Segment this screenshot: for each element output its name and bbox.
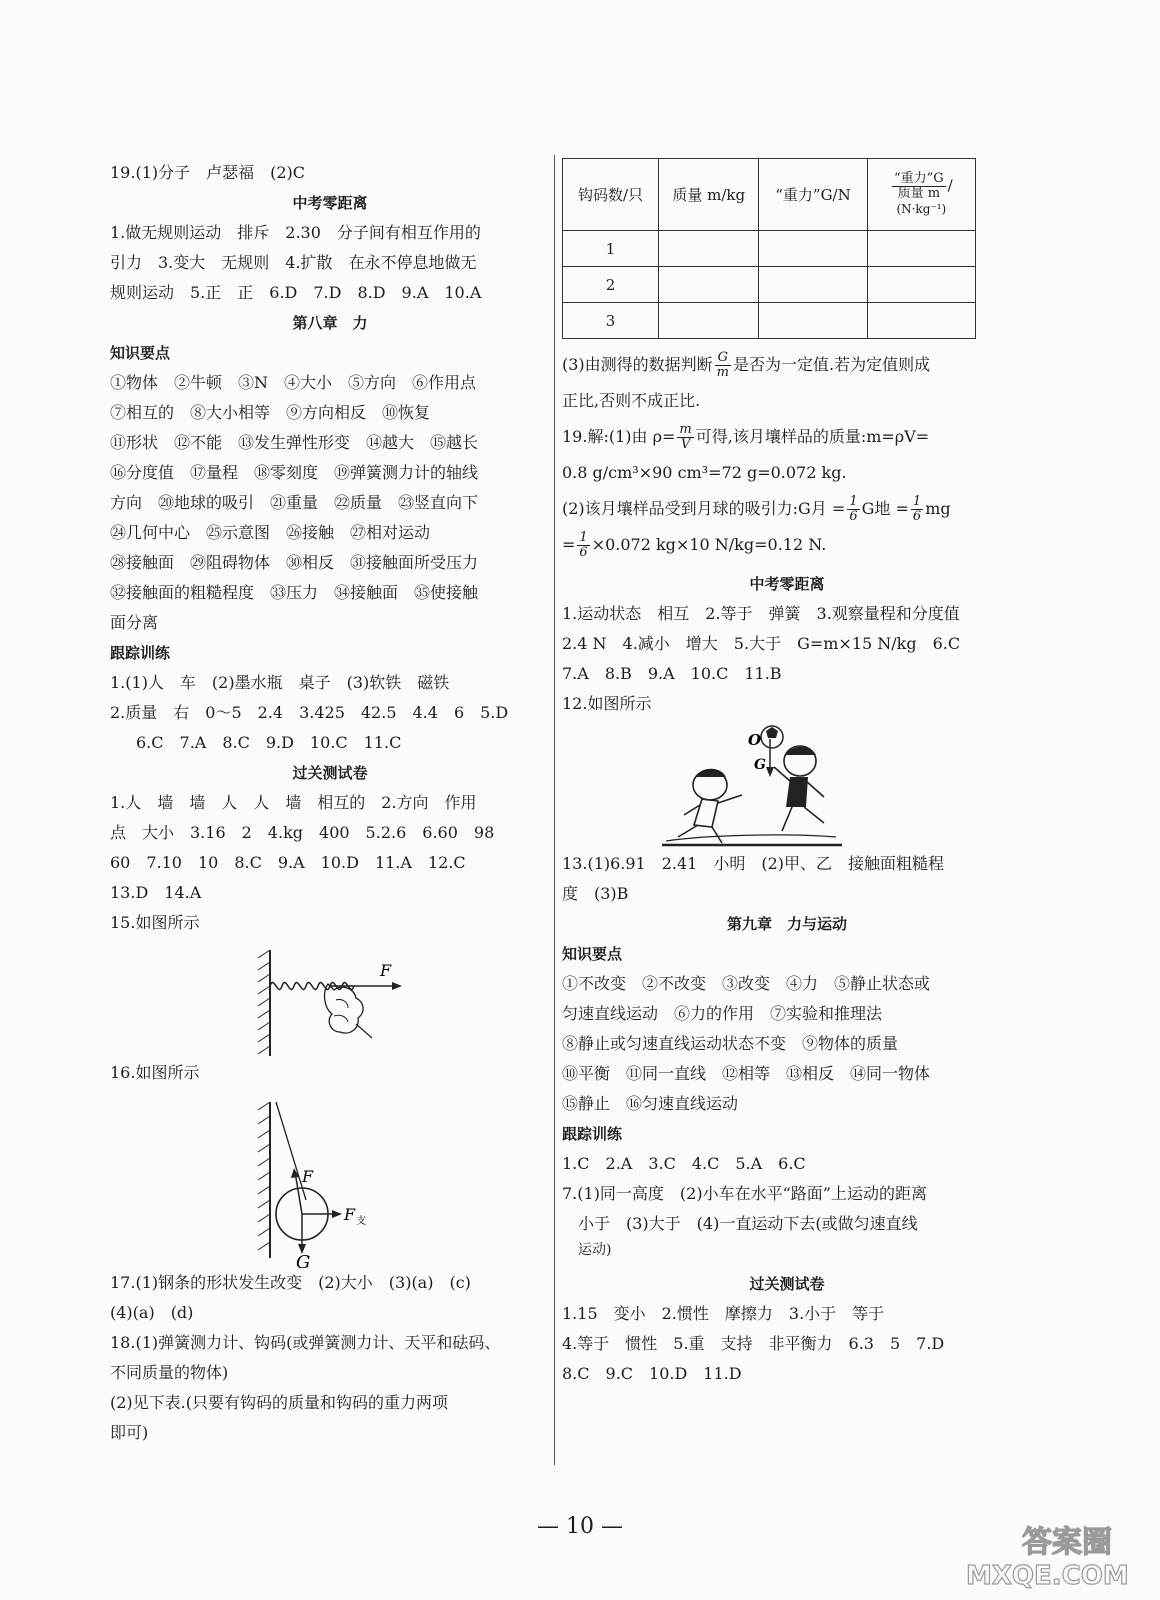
answer-line: 7.A 8.B 9.A 10.C 11.B xyxy=(562,664,782,683)
answer-line: ⑩平衡 ⑪同一直线 ⑫相等 ⑬相反 ⑭同一物体 xyxy=(562,1064,931,1083)
table-cell: 3 xyxy=(563,303,659,339)
answer-line: ①不改变 ②不改变 ③改变 ④力 ⑤静止状态或 xyxy=(562,974,931,993)
answer-line: (4)(a) (d) xyxy=(110,1303,194,1322)
answer-line: ⑧静止或匀速直线运动状态不变 ⑨物体的质量 xyxy=(562,1034,899,1053)
ratio-numerator: “重力”G xyxy=(893,171,944,186)
support-force-subscript: 支 xyxy=(356,1216,366,1227)
table-header: “重力”G/N xyxy=(759,159,867,231)
answer-line: 不同质量的物体) xyxy=(110,1363,229,1382)
answer-line: = $\frac{1}{6}$ ×0.072 kg×10 N/kg=0.12 N. xyxy=(562,530,827,560)
table-cell: 1 xyxy=(563,231,659,267)
answer-line: ⑦相互的 ⑧大小相等 ⑨方向相反 ⑩恢复 xyxy=(110,403,431,422)
answer-line: 0.8 g/cm³×90 cm³=72 g=0.072 kg. xyxy=(562,463,847,482)
subsection-heading: 知识要点 xyxy=(562,945,623,963)
answer-line: 引力 3.变大 无规则 4.扩散 在永不停息地做无 xyxy=(110,253,477,272)
gravity-label: G xyxy=(296,1252,311,1268)
answer-line: 19.解:(1)由 ρ= $\frac{m}{V}$ 可得,该月壤样品的质量:m=ρV= xyxy=(562,422,930,452)
answer-line: 12.如图所示 xyxy=(562,694,652,713)
answer-line: 规则运动 5.正 正 6.D 7.D 8.D 9.A 10.A xyxy=(110,283,482,302)
answer-line: 1.做无规则运动 排斥 2.30 分子间有相互作用的 xyxy=(110,223,481,242)
answer-line: 1.C 2.A 3.C 4.C 5.A 6.C xyxy=(562,1154,806,1173)
force-label: F xyxy=(380,961,392,980)
table-cell: 2 xyxy=(563,267,659,303)
tension-label: F xyxy=(302,1167,314,1186)
answer-line: 方向 ⑳地球的吸引 ㉑重量 ㉒质量 ㉓竖直向下 xyxy=(110,493,479,512)
right-column xyxy=(562,158,1012,1389)
answer-line: ㉜接触面的粗糙程度 ㉝压力 ㉞接触面 ㉟使接触 xyxy=(110,583,479,602)
chapter-heading: 第八章 力 xyxy=(292,314,368,332)
section-heading: 过关测试卷 xyxy=(292,764,368,782)
answer-line: ⑯分度值 ⑰量程 ⑱零刻度 ⑲弹簧测力计的轴线 xyxy=(110,463,479,482)
answer-line: 17.(1)钢条的形状发生改变 (2)大小 (3)(a) (c) xyxy=(110,1273,471,1292)
section-heading: 中考零距离 xyxy=(749,575,825,593)
answer-line: ㉔几何中心 ㉕示意图 ㉖接触 ㉗相对运动 xyxy=(110,523,431,542)
section-heading: 中考零距离 xyxy=(292,194,368,212)
answer-line: 2.4 N 4.减小 增大 5.大于 G=m×15 N/kg 6.C xyxy=(562,634,961,653)
weight-mass-table xyxy=(562,158,976,339)
answer-line: 60 7.10 10 8.C 9.A 10.D 11.A 12.C xyxy=(110,853,466,872)
answer-line: 8.C 9.C 10.D 11.D xyxy=(562,1364,742,1383)
answer-line: 4.等于 惯性 5.重 支持 非平衡力 6.3 5 7.D xyxy=(562,1334,945,1353)
answer-line: 1.(1)人 车 (2)墨水瓶 桌子 (3)软铁 磁铁 xyxy=(110,673,450,692)
site-watermark xyxy=(962,1512,1132,1592)
answer-line: 16.如图所示 xyxy=(110,1063,200,1082)
answer-line: ①物体 ②牛顿 ③N ④大小 ⑤方向 ⑥作用点 xyxy=(110,373,477,392)
answer-line: 13.D 14.A xyxy=(110,883,202,902)
table-header: 钩码数/只 xyxy=(563,159,659,231)
answer-line: 7.(1)同一高度 (2)小车在水平“路面”上运动的距离 xyxy=(562,1184,927,1203)
answer-line: 点 大小 3.16 2 4.kg 400 5.2.6 6.60 98 xyxy=(110,823,495,842)
page-number: — 10 — xyxy=(537,1514,623,1539)
spring-wall-figure xyxy=(110,938,550,1058)
support-force-label: F xyxy=(344,1205,356,1224)
answer-line: 6.C 7.A 8.C 9.D 10.C 11.C xyxy=(136,733,402,752)
answer-line: 18.(1)弹簧测力计、钩码(或弹簧测力计、天平和砝码、 xyxy=(110,1333,501,1352)
answer-line: 匀速直线运动 ⑥力的作用 ⑦实验和推理法 xyxy=(562,1004,883,1023)
svg-text:MXQE.COM: MXQE.COM xyxy=(966,1561,1129,1591)
answer-line: 小于 (3)大于 (4)一直运动下去(或做匀速直线 xyxy=(578,1214,918,1233)
left-column xyxy=(110,158,550,1448)
answer-line: 1.人 墙 墙 人 人 墙 相互的 2.方向 作用 xyxy=(110,793,477,812)
answer-line: 19.(1)分子 卢瑟福 (2)C xyxy=(110,163,306,182)
subsection-heading: 知识要点 xyxy=(110,344,171,362)
chapter-heading: 第九章 力与运动 xyxy=(726,915,847,933)
center-label: O xyxy=(748,731,762,749)
answer-line: 度 (3)B xyxy=(562,884,629,903)
answer-line: (2)该月壤样品受到月球的吸引力:G月 = $\frac{1}{6}$ G地 = $\frac{1}{6}$ mg xyxy=(562,494,951,524)
table-header-ratio: $\frac{\text{“重力”G}}{\text{质量 m}}$ / (N·kg⁻¹) xyxy=(867,159,975,231)
answer-line: 正比,否则不成正比. xyxy=(562,391,701,410)
svg-text:答案圈: 答案圈 xyxy=(1022,1525,1112,1560)
answer-line: 1.运动状态 相互 2.等于 弹簧 3.观察量程和分度值 xyxy=(562,604,960,623)
answer-line: 1.15 变小 2.惯性 摩擦力 3.小于 等于 xyxy=(562,1304,885,1323)
answer-line: 15.如图所示 xyxy=(110,913,200,932)
answer-line: 13.(1)6.91 2.41 小明 (2)甲、乙 接触面粗糙程 xyxy=(562,854,945,873)
answer-line: 面分离 xyxy=(110,613,159,632)
ratio-unit: (N·kg⁻¹) xyxy=(896,202,947,216)
answer-line: ⑮静止 ⑯匀速直线运动 xyxy=(562,1094,739,1113)
answer-line: (3)由测得的数据判断 $\frac{G}{m}$ 是否为一定值.若为定值则成 xyxy=(562,350,931,380)
answer-line: 即可) xyxy=(110,1423,149,1442)
answer-line: (2)见下表.(只要有钩码的质量和钩码的重力两项 xyxy=(110,1393,448,1412)
gravity-label: G xyxy=(754,757,766,773)
answer-line: 运动) xyxy=(578,1242,612,1258)
answer-line: 2.质量 右 0～5 2.4 3.425 42.5 4.4 6 5.D xyxy=(110,703,509,722)
ratio-denominator: 质量 m xyxy=(897,186,941,201)
subsection-heading: 跟踪训练 xyxy=(110,644,171,662)
answer-line: ㉘接触面 ㉙阻碍物体 ㉚相反 ㉛接触面所受压力 xyxy=(110,553,479,572)
column-divider xyxy=(554,155,555,1465)
subsection-heading: 跟踪训练 xyxy=(562,1125,623,1143)
table-header: 质量 m/kg xyxy=(659,159,759,231)
section-heading: 过关测试卷 xyxy=(749,1275,825,1293)
pendulum-ball-figure xyxy=(110,1088,550,1268)
football-kids-figure xyxy=(562,719,1012,849)
answer-line: ⑪形状 ⑫不能 ⑬发生弹性形变 ⑭越大 ⑮越长 xyxy=(110,433,479,452)
